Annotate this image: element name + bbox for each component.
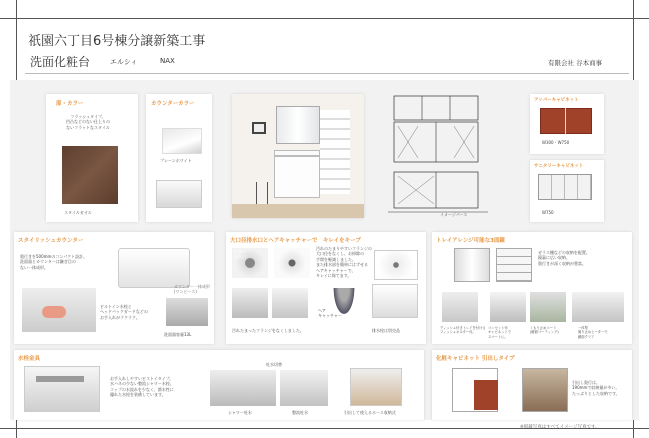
faucet-label1: シャワー吐水 bbox=[228, 410, 252, 415]
shower-image bbox=[210, 370, 276, 406]
company-name: 有限会社 谷本商事 bbox=[548, 59, 603, 67]
window-frame bbox=[320, 110, 350, 194]
faucet-spout bbox=[36, 376, 84, 382]
drain-label2: 新しい 排水口 bbox=[276, 249, 288, 260]
tray-photo-3 bbox=[530, 292, 566, 322]
drain-caption2: ヘア キャッチャー bbox=[318, 308, 342, 319]
stool bbox=[256, 182, 268, 206]
faucet-switch-title: 吐水切替 bbox=[266, 362, 282, 367]
door-swatch-label: スタイルガオル bbox=[64, 210, 92, 215]
product-title: 洗面化粧台 bbox=[30, 55, 91, 69]
counter-color-section bbox=[146, 94, 212, 222]
counter-label1: カウンター一体成形 (ワンピース) bbox=[174, 284, 210, 295]
storage-photo bbox=[522, 368, 568, 412]
storage-title: 化粧キャビネット 引出しタイプ bbox=[436, 356, 515, 362]
upper-cabinet-divider bbox=[565, 108, 566, 134]
storage-drawer-image bbox=[474, 380, 498, 410]
vanity-photo bbox=[232, 94, 364, 218]
series-name: エルシィ bbox=[110, 58, 138, 66]
drain-label1: 従来の 排水口 bbox=[234, 249, 246, 260]
faucet-desc: お手入れしやすいビストイタイプ。 水ハネの少ない整流シャワー水栓。 コップの水流れを少なく、節水性に 優れた水栓を装備しています。 bbox=[110, 376, 174, 398]
faucet-title: 水栓金具 bbox=[18, 356, 41, 362]
tray-caption3: くもり止めコート (鏡面コーティング) bbox=[530, 326, 559, 335]
hose-image bbox=[350, 368, 402, 406]
drain-caption1: 汚れたまったフランジをなくしました。 bbox=[232, 328, 304, 333]
tray-caption4: 一体型 曇り止めヒーターで 鏡面クリア bbox=[578, 326, 608, 339]
tray-photo-2 bbox=[490, 292, 526, 322]
maker-name: NAX bbox=[160, 57, 175, 65]
drain-caption3: 排水栓は別売品 bbox=[372, 328, 400, 333]
sanitary-cabinet-image bbox=[538, 174, 592, 200]
door-color-title: 扉・カラー bbox=[56, 101, 84, 107]
footer-note: ※掲載写真はすべてイメージ写真です。 bbox=[520, 425, 600, 430]
hand-accent bbox=[42, 306, 66, 318]
mirror-interior-image bbox=[496, 248, 532, 282]
counter-feature-title: スタイリッシュカウンター bbox=[18, 238, 84, 244]
storage-desc: 引出し奥行は、 190mmで収納量が多い。 たっぷりとした収納です。 bbox=[572, 380, 620, 396]
basin-image bbox=[118, 248, 190, 288]
counter-label2: 洗面器容量13L bbox=[164, 332, 192, 337]
drain-feature-section bbox=[226, 232, 426, 344]
faucet-label2: 整流吐水 bbox=[292, 410, 308, 415]
flange-image bbox=[232, 288, 268, 318]
technical-diagram bbox=[388, 94, 498, 218]
counter-feature-section bbox=[14, 232, 214, 344]
sanitary-cabinet-title: サニタリーキャビネット bbox=[534, 164, 584, 169]
rectified-image bbox=[280, 370, 328, 406]
flange-image-2 bbox=[272, 288, 308, 318]
sanitary-cabinet-section bbox=[530, 160, 604, 222]
faucet-label3: 引出して使えるホース収納式 bbox=[344, 410, 396, 415]
drain-feature-title: 大口径排水口とヘアキャッチャーで キレイをキープ bbox=[230, 238, 361, 244]
upper-cabinet-sizes: W300・W750 bbox=[542, 140, 570, 145]
faucet-section bbox=[14, 350, 424, 420]
basin-top-image bbox=[374, 250, 418, 280]
tray-photo-1 bbox=[442, 292, 478, 322]
wall-picture bbox=[252, 122, 266, 134]
tray-mirror-section bbox=[432, 232, 632, 344]
basin-capacity-image bbox=[166, 298, 208, 326]
tray-caption1: ディッシュ付きトレイを付ける フィッシュホルダー付。 bbox=[440, 326, 486, 335]
counter-swatch bbox=[162, 128, 202, 154]
upper-cabinet-image bbox=[540, 108, 592, 134]
mirror-cabinet bbox=[276, 106, 320, 144]
counter-sample bbox=[156, 180, 202, 208]
vanity-cabinet bbox=[274, 156, 320, 198]
sanitary-cabinet-size: W750 bbox=[542, 210, 554, 215]
counter-color-title: カウンターカラー bbox=[151, 101, 195, 107]
tray-desc: ガラス棚などの収納を配置。 鏡裏に広い収納、 奥行きが深く収納が豊富。 bbox=[538, 250, 590, 266]
project-title: 祇園六丁目6号棟分譲新築工事 bbox=[28, 34, 206, 49]
drain-desc: 汚れのたまりやすいフランジの 大口径をなくし、お掃除の 手間を軽減しました。 また排水部を簡単にはずせる ヘアキャッチャーで、 キレイに保てます。 bbox=[316, 246, 372, 278]
diagram-label: イメージパース bbox=[440, 212, 468, 217]
floor bbox=[232, 204, 364, 218]
header-divider bbox=[25, 73, 629, 74]
counter-feature-desc2: ビルトイン水栓と ヘッドバックガードなどの お手入れがラクラク。 bbox=[100, 304, 148, 320]
tray-photo-4 bbox=[572, 292, 624, 322]
upper-cabinet-section bbox=[530, 94, 604, 154]
tray-mirror-title: トレイアレンジ可能な3面鏡 bbox=[436, 238, 505, 244]
faucet-image bbox=[24, 366, 100, 412]
door-color-section bbox=[46, 94, 138, 222]
crop-mark bbox=[0, 18, 649, 19]
upper-cabinet-title: アッパーキャビネット bbox=[534, 98, 579, 103]
counter-swatch-label: プレーンホワイト bbox=[160, 158, 192, 163]
door-swatch bbox=[62, 146, 118, 204]
door-color-desc: フラッシュタイプ。 凹凸などのない仕上りの ないフラットなスタイル bbox=[66, 114, 110, 130]
storage-section bbox=[432, 350, 632, 420]
mirror-image bbox=[454, 248, 490, 282]
drain-stopper-image bbox=[372, 284, 418, 318]
counter-feature-desc1: 奥行きを500mmのコンパクト設計。 洗面器とカウンターは継ぎ目の ない一体成形。 bbox=[20, 254, 88, 270]
tray-caption2: コンセント付 キャビネットで スマートに。 bbox=[488, 326, 512, 339]
